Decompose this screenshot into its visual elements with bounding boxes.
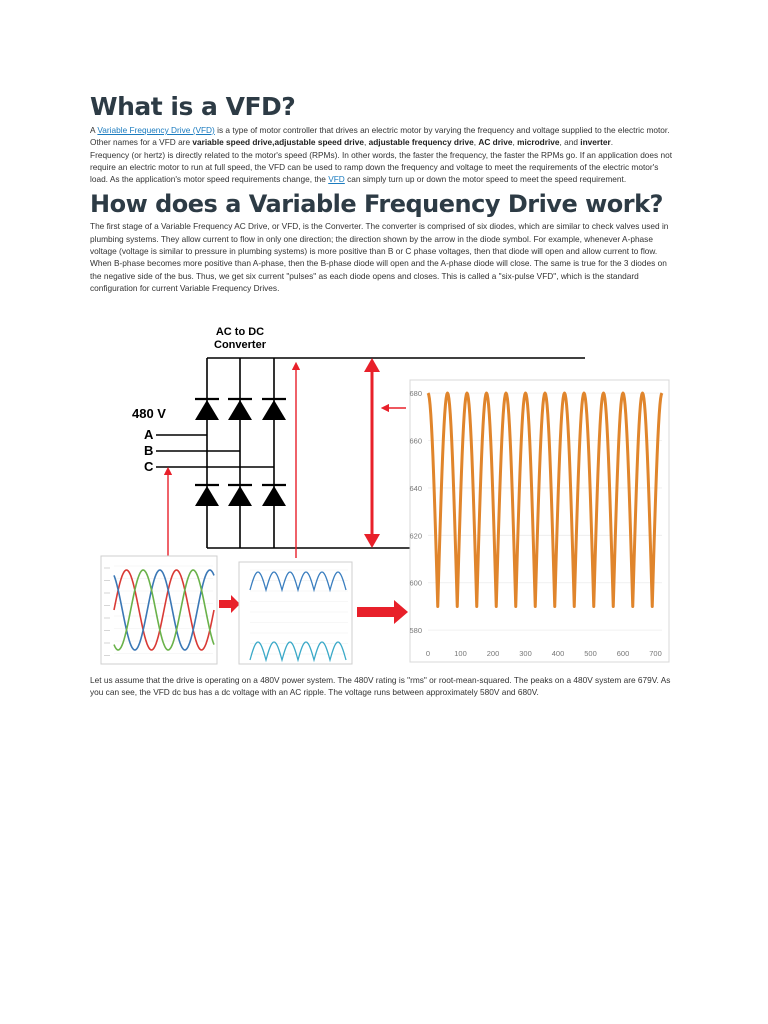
three-phase-input-chart — [101, 556, 217, 664]
y-tick-label: 680 — [409, 389, 422, 399]
phase-b-label: B — [144, 443, 154, 458]
term-ac-drive: AC drive — [478, 137, 513, 148]
text: . — [610, 137, 614, 148]
term-variable-speed-drive: variable speed drive — [192, 137, 273, 148]
y-tick-label: 640 — [409, 483, 422, 493]
article — [90, 90, 676, 294]
converter-figure — [90, 322, 676, 668]
arrow-rectified-to-dc — [357, 600, 408, 624]
x-tick-label: 100 — [454, 649, 467, 658]
vfd-link[interactable]: Variable Frequency Drive (VFD) — [97, 125, 215, 135]
diode-bottom-b — [228, 485, 252, 506]
text: A — [90, 125, 98, 135]
arrow-head-up — [364, 358, 380, 372]
converter-diagram — [90, 322, 676, 668]
x-tick-label: 200 — [486, 649, 500, 658]
paragraph-480v-system: Let us assume that the drive is operating on a 480V power system. The 480V rating is "rms" or root-mean-squared. The peaks on a 480V system are 679V. As you can see, the VFD dc bus has a dc voltage with an AC ripple. The voltage runs between approximately 580V and 680V. — [90, 675, 671, 698]
diode-top-b — [228, 399, 252, 420]
diagram-title-line1: AC to DC — [215, 326, 265, 338]
y-tick-label: 660 — [409, 436, 422, 446]
heading-what-is-vfd: What is a VFD? — [90, 92, 296, 121]
voltage-label: 480 V — [132, 406, 166, 421]
diagram-title-line2: Converter — [214, 339, 266, 351]
arrow-head-down — [364, 534, 380, 548]
dc-bus-ripple-chart — [409, 380, 669, 662]
vfd-link-inline[interactable]: VFD — [328, 174, 345, 185]
text: can simply turn up or down the motor speed to meet the speed requirement. — [344, 174, 627, 185]
x-tick-label: 400 — [551, 649, 565, 658]
diode-bottom-c — [262, 485, 286, 506]
separator: , — [363, 137, 369, 148]
x-tick-label: 600 — [616, 649, 630, 658]
x-tick-label: 300 — [519, 649, 532, 658]
text: is a type of motor controller that drives an electric motor by varying the frequency and voltage supplied to the electric motor. Other names for a VFD are — [90, 125, 670, 148]
diode-bottom-a — [195, 485, 219, 506]
term-inverter: inverter — [580, 137, 611, 148]
term-microdrive: microdrive — [517, 137, 560, 148]
diode-top-a — [195, 399, 219, 420]
paragraph-vfd-definition — [90, 124, 676, 149]
separator: , and — [559, 137, 581, 148]
paragraph-converter: The first stage of a Variable Frequency AC Drive, or VFD, is the Converter. The converter is comprised of six diodes, which are similar to check valves used in plumbing systems. They allow current to flow in only one direction; the direction shown by the arrow in the diode symbol. For example, whenever A-phase voltage (voltage is similar to pressure in plumbing systems) is more positive than B or C phase voltages, then that diode will open and allow current to flow. When B-phase becomes more positive than A-phase, then the B-phase diode will open and the A-phase diode will close. The same is true for the 3 diodes on the negative side of the bus. Thus, we get six current "pulses" as each diode opens and closes. This is called a "six-pulse VFD", which is the standard configuration for current Variable Frequency Drives. — [90, 221, 669, 293]
separator: , — [473, 137, 479, 148]
term-adjustable-frequency-drive: adjustable frequency drive — [368, 137, 474, 148]
separator: , — [272, 137, 275, 148]
heading-how-vfd-works: How does a Variable Frequency Drive work? — [90, 190, 663, 219]
y-tick-label: 600 — [409, 578, 422, 588]
phase-c-label: C — [144, 459, 154, 474]
rectified-output-chart — [239, 562, 352, 664]
diode-top-c — [262, 399, 286, 420]
term-adjustable-speed-drive: adjustable speed drive — [274, 137, 364, 148]
text: Frequency (or hertz) is directly related to the motor's speed (RPMs). In other words, the faster the frequency, the faster the RPMs go. If an application does not require an electric motor to run at full speed, the VFD can be used to ramp down the frequency and voltage to meet the requirements of the electric motor's load. As the application's motor speed requirements change, the — [90, 149, 673, 185]
closing-section — [90, 674, 676, 699]
x-tick-label: 0 — [425, 649, 431, 658]
x-tick-label: 500 — [584, 649, 597, 658]
paragraph-frequency — [90, 149, 676, 186]
phase-a-label: A — [144, 427, 154, 442]
arrow-ac-to-rectified — [219, 595, 240, 613]
x-tick-label: 700 — [649, 649, 662, 658]
y-tick-label: 620 — [409, 531, 422, 541]
separator: , — [512, 137, 518, 148]
y-tick-label: 580 — [409, 626, 422, 636]
